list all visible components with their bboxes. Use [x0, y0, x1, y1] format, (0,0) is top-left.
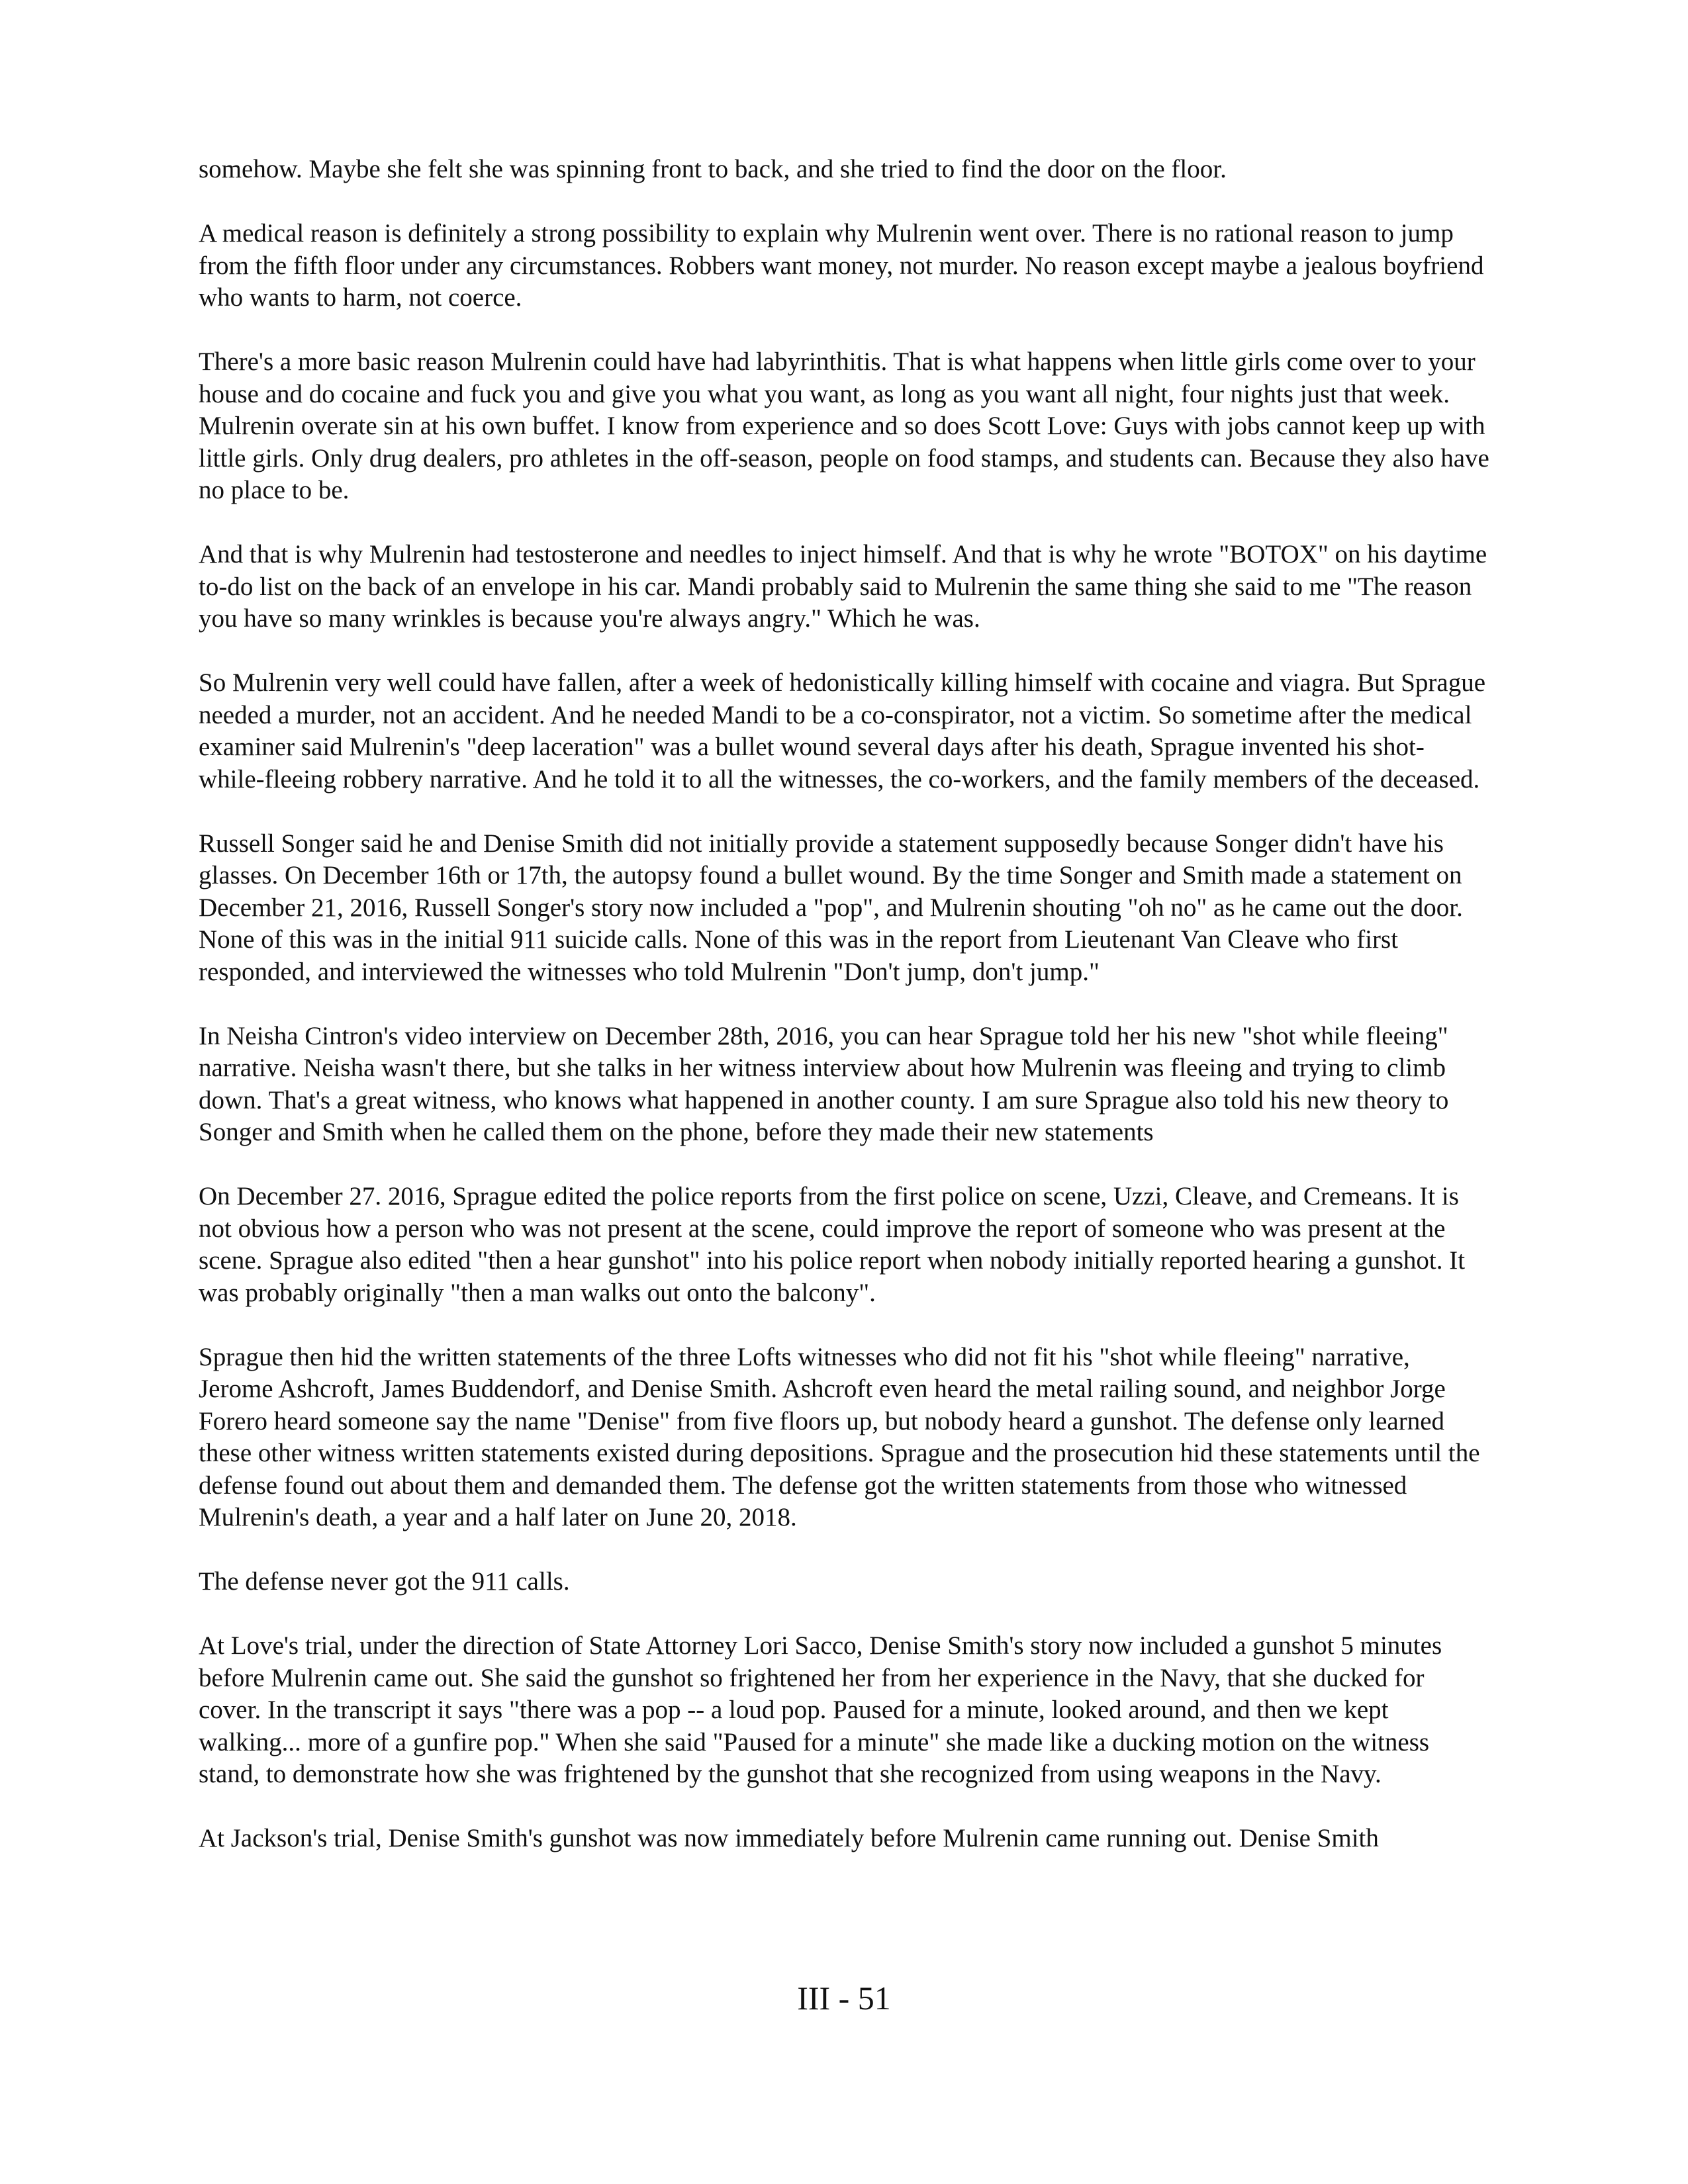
page-number: III - 51 — [797, 1979, 891, 2017]
paragraph-3: There's a more basic reason Mulrenin could have had labyrinthitis. That is what happens when little girls come over to your house and do cocaine and fuck you and give you what you want, as long as you want all night, four nights just that week. Mulrenin overate sin at his own buffet. I know from experience and so does Scott Love: Guys with jobs cannot keep up with little girls. Only drug dealers, pro athletes in the off-season, people on food stamps, and students can. Because they also have no place to be. — [199, 347, 1489, 504]
paragraph-1: somehow. Maybe she felt she was spinning front to back, and she tried to find the door on the floor. — [199, 155, 1227, 183]
paragraph-6: Russell Songer said he and Denise Smith did not initially provide a statement supposedly because Songer didn't have his glasses. On December 16th or 17th, the autopsy found a bullet wound. By the time Songer and Smith made a statement on December 21, 2016, Russell Songer's story now included a "pop", and Mulrenin shouting "oh no" as he came out the door. None of this was in the initial 911 suicide calls. None of this was in the report from Lieutenant Van Cleave who first responded, and interviewed the witnesses who told Mulrenin "Don't jump, don't jump." — [199, 829, 1463, 986]
paragraph-10: The defense never got the 911 calls. — [199, 1567, 570, 1596]
paragraph-2: A medical reason is definitely a strong possibility to explain why Mulrenin went over. There is no rational reason to jump from the fifth floor under any circumstances. Robbers want money, not murder. No reason except maybe a jealous boyfriend who wants to harm, not coerce. — [199, 219, 1484, 312]
paragraph-4: And that is why Mulrenin had testosterone and needles to inject himself. And that is why he wrote "BOTOX" on his daytime to-do list on the back of an envelope in his car. Mandi probably said to Mulrenin the same thing she said to me "The reason you have so many wrinkles is because you're always angry." Which he was. — [199, 540, 1487, 633]
paragraph-7: In Neisha Cintron's video interview on December 28th, 2016, you can hear Sprague told her his new "shot while fleeing" narrative. Neisha wasn't there, but she talks in her witness interview about how Mulrenin was fleeing and trying to climb down. That's a great witness, who knows what happened in another county. I am sure Sprague also told his new theory to Songer and Smith when he called them on the phone, before they made their new statements — [199, 1021, 1449, 1146]
paragraph-11: At Love's trial, under the direction of State Attorney Lori Sacco, Denise Smith's story now included a gunshot 5 minutes before Mulrenin came out. She said the gunshot so frightened her from her experience in the Navy, that she ducked for cover. In the transcript it says "there was a pop -- a loud pop. Paused for a minute, looked around, and then we kept walking... more of a gunfire pop." When she said "Paused for a minute" she made like a ducking motion on the witness stand, to demonstrate how she was frightened by the gunshot that she recognized from using weapons in the Navy. — [199, 1631, 1442, 1788]
paragraph-12: At Jackson's trial, Denise Smith's gunshot was now immediately before Mulrenin came running out. Denise Smith — [199, 1824, 1379, 1852]
paragraph-8: On December 27. 2016, Sprague edited the police reports from the first police on scene, Uzzi, Cleave, and Cremeans. It is not obvious how a person who was not present at the scene, could improve the report of someone who was present at the scene. Sprague also edited "then a hear gunshot" into his police report when nobody initially reported hearing a gunshot. It was probably originally "then a man walks out onto the balcony". — [199, 1182, 1466, 1307]
paragraph-9: Sprague then hid the written statements of the three Lofts witnesses who did not fit his "shot while fleeing" narrative, Jerome Ashcroft, James Buddendorf, and Denise Smith. Ashcroft even heard the metal railing sound, and neighbor Jorge Forero heard someone say the name "Denise" from five floors up, but nobody heard a gunshot. The defense only learned these other witness written statements existed during depositions. Sprague and the prosecution hid these statements until the defense found out about them and demanded them. The defense got the written statements from those who witnessed Mulrenin's death, a year and a half later on June 20, 2018. — [199, 1342, 1480, 1531]
paragraph-5: So Mulrenin very well could have fallen, after a week of hedonistically killing himself with cocaine and viagra. But Sprague needed a murder, not an accident. And he needed Mandi to be a co-conspirator, not a victim. So sometime after the medical examiner said Mulrenin's "deep laceration" was a bullet wound several days after his death, Sprague invented his shot-while-fleeing robbery narrative. And he told it to all the witnesses, the co-workers, and the family members of the deceased. — [199, 668, 1486, 794]
document-body — [199, 154, 1489, 1887]
